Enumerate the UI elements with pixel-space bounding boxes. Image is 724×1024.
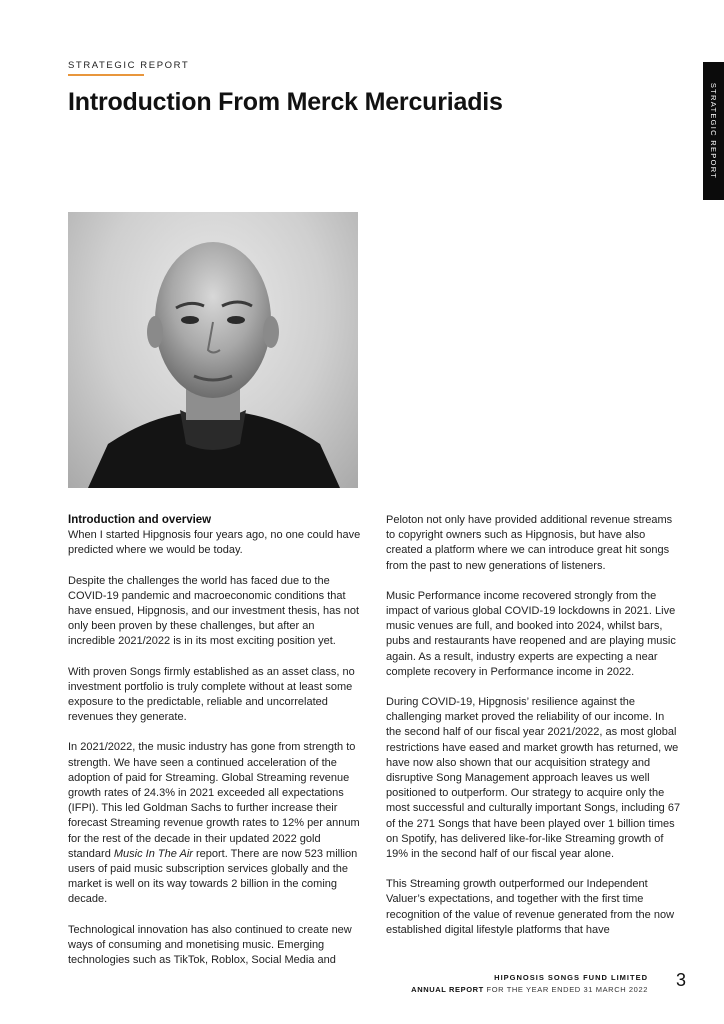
page-title: Introduction From Merck Mercuriadis [68,88,503,116]
section-subheading: Introduction and overview [68,514,212,526]
text-column-right [386,513,682,953]
paragraph: Despite the challenges the world has faced due to the COVID-19 pandemic and macroeconomic conditions that have ensued, Hipgnosis, and our investment thesis, has not only been proven by these challenges, but after an incredible 2021/2022 is in its most exciting position yet. [68,574,360,648]
footer-report-line: ANNUAL REPORT FOR THE YEAR ENDED 31 MARCH 2022 [411,985,648,994]
paragraph: When I started Hipgnosis four years ago, no one could have predicted where we would be today. [68,529,361,557]
section-label: STRATEGIC REPORT [68,60,190,71]
section-underline [68,74,144,76]
paragraph: Technological innovation has also continued to create new ways of consuming and monetising music. Emerging technologies such as TikTok, Roblox, Social Media and [68,923,352,967]
text-column-left [68,513,364,983]
paragraph: Music Performance income recovered strongly from the impact of various global COVID-19 lockdowns in 2021. Live music venues are full, and booked into 2024, whilst bars, pubs and restaurants have reopened and are playing music again. As a result, industry experts are expecting a near complete recovery in Performance income in 2022. [386,589,676,678]
portrait-photo [68,212,358,488]
paragraph-streaming: In 2021/2022, the music industry has gone from strength to strength. We have seen a continued acceleration of the adoption of paid for Streaming. Global Streaming revenue growth rates of 24.3% in 2021 exceeded all expectations (IFPI). This led Goldman Sachs to further increase their forecast Streaming revenue growth rates to 12% per annum for the rest of the decade in their updated 2022 gold standard Music In The Air report. There are now 523 million users of paid music subscription services globally and the market is well on its way towards 2 billion in the coming decade. [68,741,360,906]
paragraph: Peloton not only have provided additional revenue streams to copyright owners such as Hipgnosis, but have also created a platform where we can introduce great hit songs from the past to new generations of listeners. [386,514,673,572]
paragraph: With proven Songs firmly established as an asset class, no investment portfolio is truly complete without at least some exposure to the predictable, reliable and uncorrelated revenues they generate. [68,665,355,724]
report-title-italic: Music In The Air [113,847,193,860]
side-section-tab [703,62,724,200]
side-section-tab-label: STRATEGIC REPORT [709,82,718,180]
portrait-illustration [68,212,358,488]
paragraph: During COVID-19, Hipgnosis’ resilience against the challenging market proved the reliability of our income. In the second half of our fiscal year 2021/2022, as most global restrictions have eased and market growth has returned, we have now also shown that our acquisition strategy and disruptive Song Management approach leaves us well positioned to outperform. Our strategy to acquire only the most successful and culturally important Songs, including 67 of the 271 Songs that have been played over 1 billion times on Spotify, has delivered like-for-like Streaming growth of 19% in the second half of our fiscal year alone. [386,696,681,861]
paragraph: This Streaming growth outperformed our Independent Valuer’s expectations, and together with the first time recognition of the value of revenue generated from the now established digital lifestyle platforms that have [386,878,675,936]
footer-fund-name: HIPGNOSIS SONGS FUND LIMITED [494,973,648,982]
page-number: 3 [676,970,687,990]
